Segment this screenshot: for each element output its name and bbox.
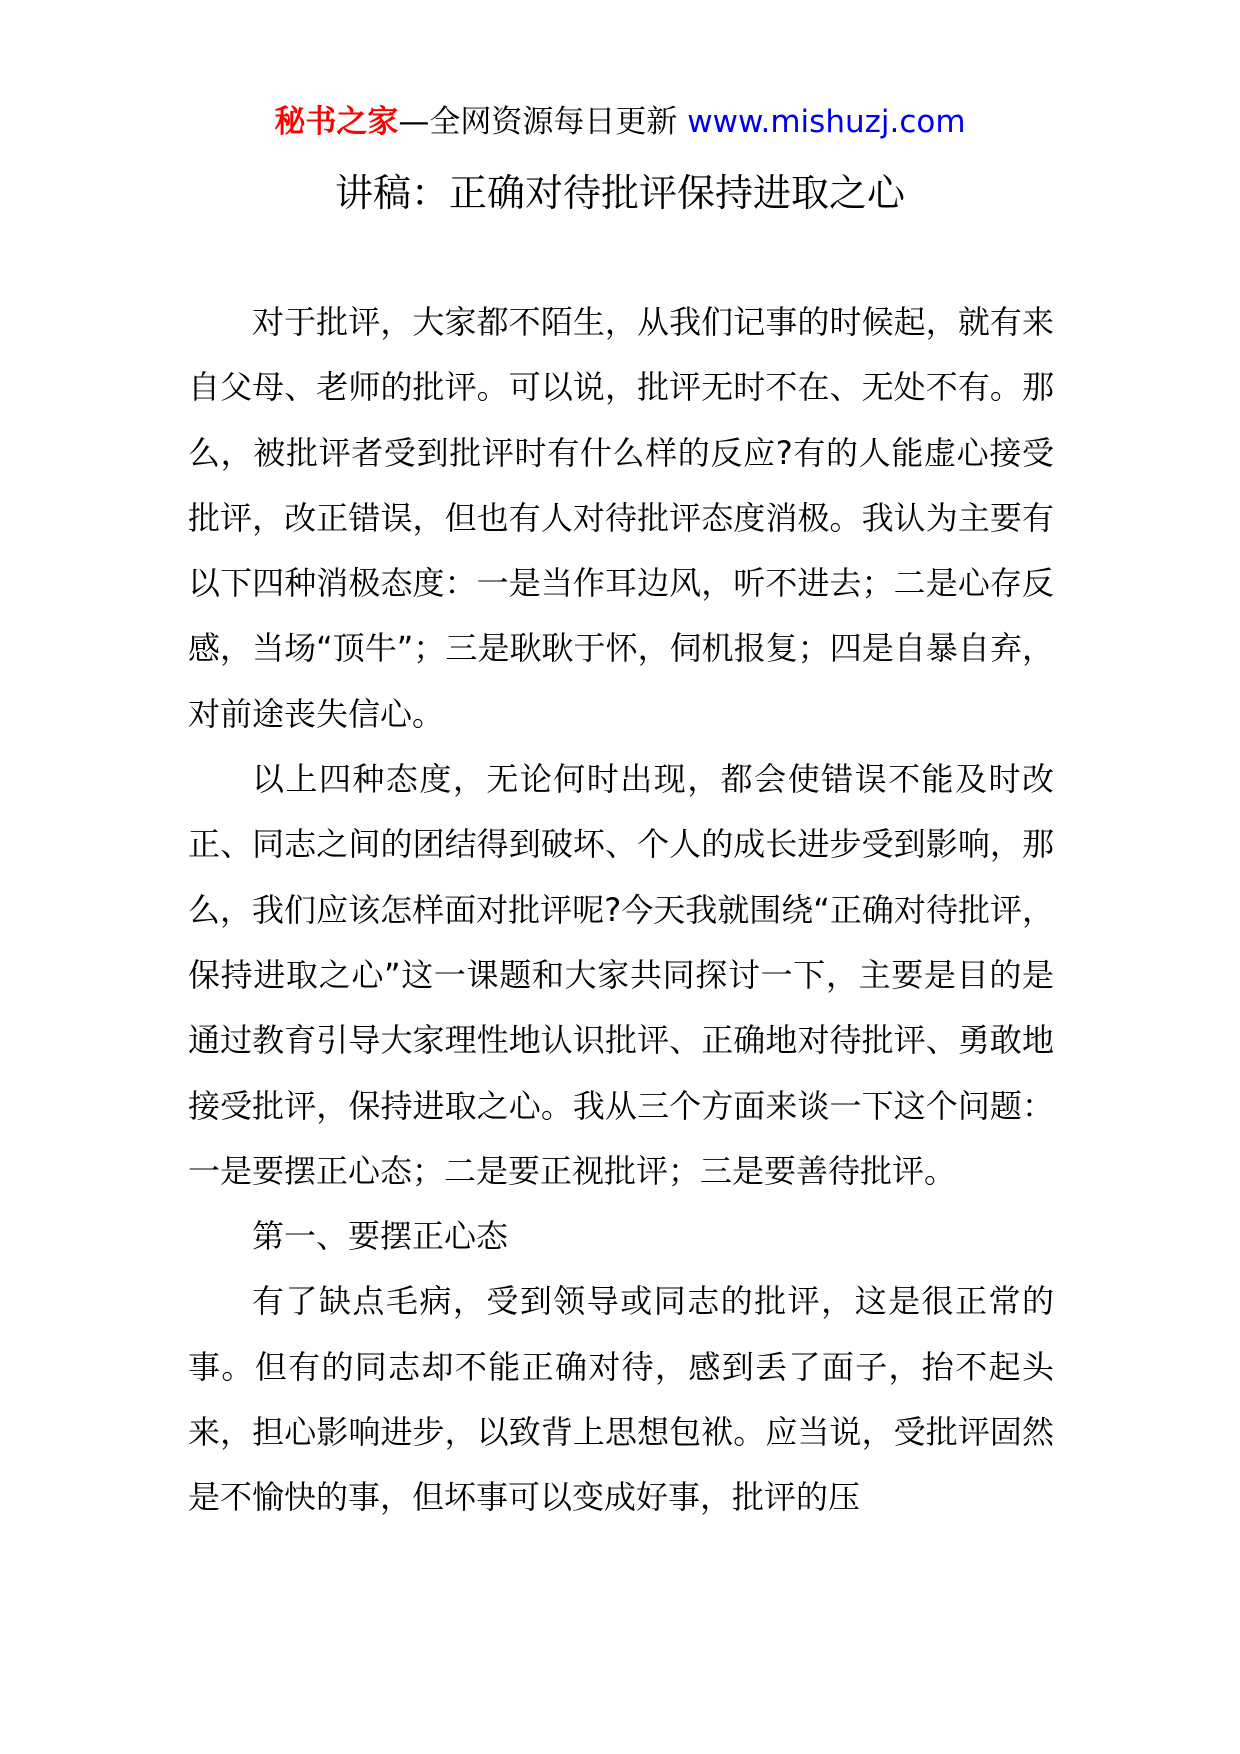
paragraph: 对于批评，大家都不陌生，从我们记事的时候起，就有来自父母、老师的批评。可以说，批评无时不在、无处不有。那么，被批评者受到批评时有什么样的反应?有的人能虚心接受批评，改正错误，但也有人对待批评态度消极。我认为主要有以下四种消极态度：一是当作耳边风，听不进去；二是心存反感，当场“顶牛”；三是耿耿于怀，伺机报复；四是自暴自弃，对前途丧失信心。 [188,303,1054,733]
paragraph: 有了缺点毛病，受到领导或同志的批评，这是很正常的事。但有的同志却不能正确对待，感到丢了面子，抬不起头来，担心影响进步，以致背上思想包袱。应当说，受批评固然是不愉快的事，但坏事可以变成好事，批评的压 [188,1282,1054,1517]
site-tagline: —全网资源每日更新 [398,104,678,140]
site-header [0,100,1240,144]
document-body [188,290,1054,1531]
paragraph: 以上四种态度，无论何时出现，都会使错误不能及时改正、同志之间的团结得到破坏、个人的成长进步受到影响，那么，我们应该怎样面对批评呢?今天我就围绕“正确对待批评，保持进取之心”这一课题和大家共同探讨一下，主要是目的是通过教育引导大家理性地认识批评、正确地对待批评、勇敢地接受批评，保持进取之心。我从三个方面来谈一下这个问题：一是要摆正心态；二是要正视批评；三是要善待批评。 [188,760,1054,1190]
site-brand: 秘书之家 [274,104,399,140]
site-url-link[interactable]: www.mishuzj.com [687,104,966,140]
document-title: 讲稿：正确对待批评保持进取之心 [334,171,905,215]
section-heading: 第一、要摆正心态 [252,1217,509,1256]
